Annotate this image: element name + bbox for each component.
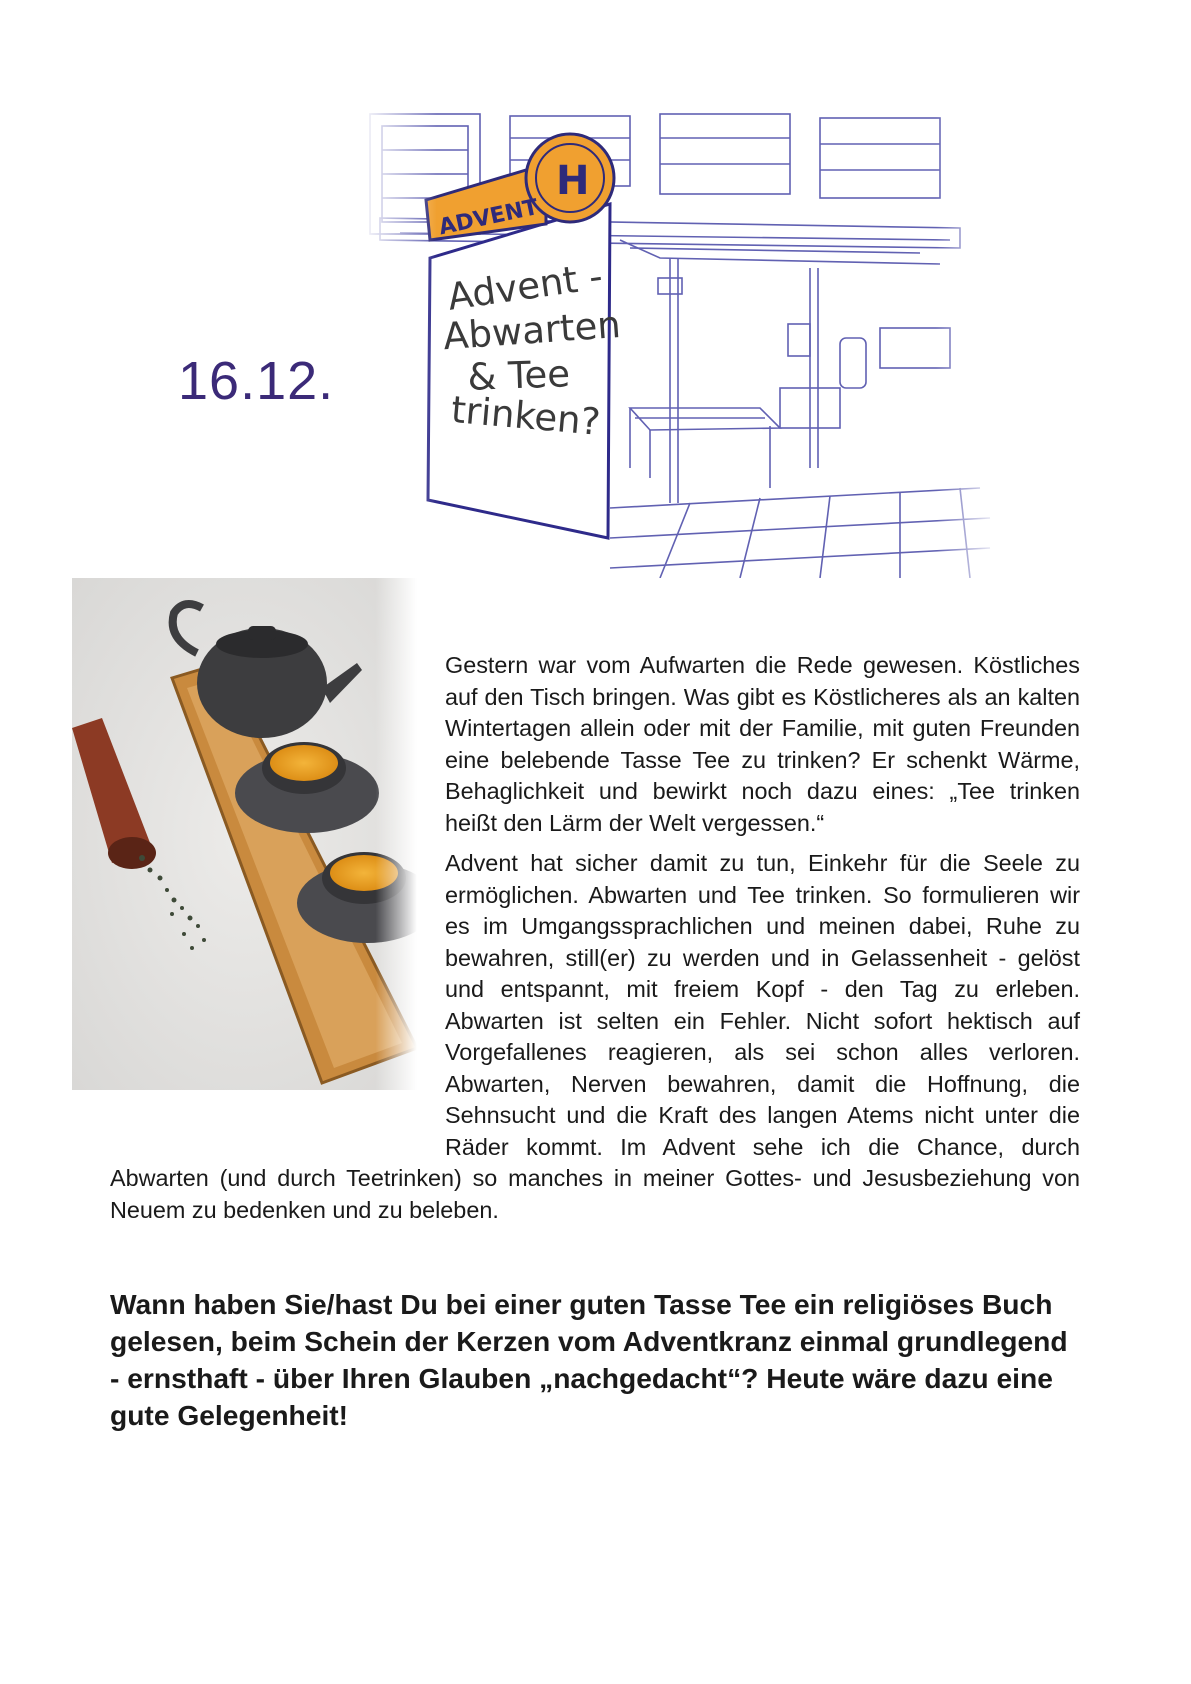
reflection-question: Wann haben Sie/hast Du bei einer guten Tasse Tee ein religiöses Buch gelesen, beim Schein der Kerzen vom Adventkranz einmal grundlegend - ernsthaft - über Ihren Glauben „nachgedacht“? Heute wäre dazu eine gute Gelegenheit! xyxy=(110,1288,1068,1431)
paragraph-2: Advent hat sicher damit zu tun, Einkehr für die Seele zu ermöglichen. Abwarten und Tee trinken. So formulieren wir es im Umgangssprachlichen und meinen dabei, Ruhe zu bewahren, still(er) zu werden und in Gelassenheit - gelöst und entspannt, mit freiem Kopf - den Tag zu erleben. Abwarten ist selten ein Fehler. Nicht sofort hektisch auf Vorgefallenes reagieren, als sei schon alles verloren. Abwarten, Nerven bewahren, damit die Hoffnung, die Sehnsucht und die Kraft des langen Atems nicht unter die Räder kommt. Im Advent sehe ich die Chance, durch Abwarten (und durch Teetrinken) so manches in meiner Gottes- und Jesusbeziehung von Neuem zu bedenken und zu beleben. xyxy=(110,850,1080,1223)
image-float-spacer xyxy=(110,650,445,1155)
bus-stop-illustration xyxy=(360,108,1000,578)
article-body xyxy=(110,650,1080,1226)
paragraph-1: Gestern war vom Aufwarten die Rede gewesen. Köstliches auf den Tisch bringen. Was gibt es Köstlicheres als an kalten Wintertagen allein oder mit der Familie, mit guten Freunden eine belebende Tasse Tee zu trinken? Er schenkt Wärme, Behaglichkeit und bewirkt noch dazu eines: „Tee trinken heißt den Lärm der Welt vergessen.“ xyxy=(445,652,1080,836)
date-heading: 16.12. xyxy=(178,351,335,411)
